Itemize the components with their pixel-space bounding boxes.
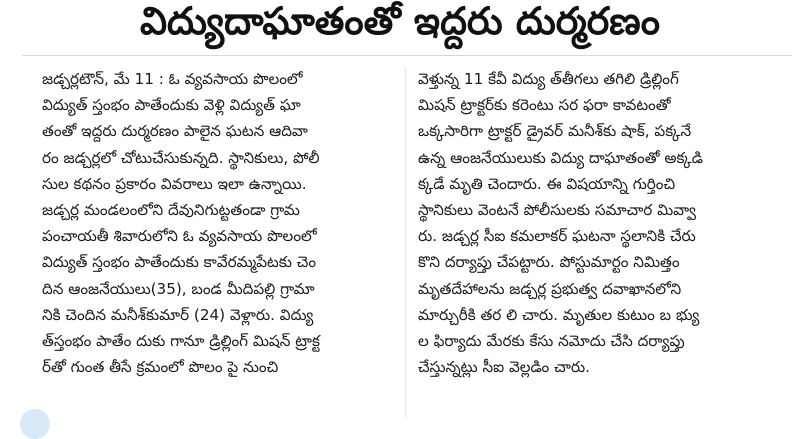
article-line: జడ్చర్ల మండలంలోని దేవునిగుట్టతండా గ్రామ	[42, 200, 300, 219]
article-line: మార్చురీకి తర లి చారు. మృతుల కుటుం బ భ్యు	[418, 305, 700, 324]
column-divider	[405, 68, 406, 418]
article-line: వెళ్తున్న 11 కేవీ విద్యు త్‌తీగలు తగిలి డ్రిల్లింగ్	[418, 70, 679, 88]
article-line: ఒక్కసారిగా ట్రాక్టర్ డ్రైవర్ మనీశ్‌కు షాక్, పక్కనే	[418, 122, 692, 141]
article-column-left	[42, 66, 392, 422]
article-column-right	[418, 66, 790, 422]
article-line: ర్‌తో గుంత తీసే క్రమంలో పొలం పై నుంచి	[42, 358, 279, 377]
article-line: చేస్తున్నట్లు సీఐ వెల్లడిం చారు.	[418, 358, 590, 377]
corner-decoration	[20, 409, 50, 439]
headline: విద్యుదాఘాతంతో ఇద్దరు దుర్మరణం	[140, 0, 660, 43]
article-line: ఉన్న ఆంజనేయులుకు విద్యు దాఘాతంతో అక్కడి	[418, 148, 703, 167]
article-line: రం జడ్చర్లలో చోటుచేసుకున్నది. స్థానికులు, పోలీ	[42, 148, 320, 167]
article-line: త్‌స్తంభం పాతేం దుకు గానూ డ్రిల్లింగ్ మిషన్ ట్రాక్ట	[42, 331, 320, 350]
article-line: తంతో ఇద్దరు దుర్మరణం పాలైన ఘటన ఆదివా	[42, 122, 308, 141]
article-line: స్థానికులు వెంటనే పోలీసులకు సమాచార మివ్వా	[418, 200, 697, 219]
article-line: పంచాయతీ శివారులోని ఓ వ్యవసాయ పొలంలో	[42, 227, 317, 246]
article-line: నికి చెందిన మనీశ్‌కుమార్ (24) వెళ్లారు. విద్యు	[42, 305, 314, 324]
article-line: ల ఫిర్యాదు మేరకు కేసు నమోదు చేసి దర్యాప్తు	[418, 331, 685, 350]
headline-rule	[22, 55, 792, 56]
article-line: జడ్చర్లటౌన్, మే 11 : ఓ వ్యవసాయ పొలంలో	[42, 70, 303, 88]
article-line: దిన ఆంజనేయులు(35), బండ మీదిపల్లి గ్రామా	[42, 279, 315, 298]
article-line: కొని దర్యాప్తు చేపట్టారు. పోస్టుమార్టం నిమిత్తం	[418, 253, 680, 272]
article-line: విద్యుత్ స్తంభం పాతేందుకు వెళ్లి విద్యుత్ ఘా	[42, 96, 301, 115]
article-line: మృతదేహాలను జడ్చర్ల ప్రభుత్వ దవాఖానలోని	[418, 279, 682, 298]
article-line: క్కడే మృతి చెందారు. ఈ విషయాన్ని గుర్తించి	[418, 174, 676, 193]
article-line: సుల కథనం ప్రకారం వివరాలు ఇలా ఉన్నాయి.	[42, 174, 307, 193]
article-line: విద్యుత్ స్తంభం పాతేందుకు కావేరమ్మపేటకు చెం	[42, 253, 317, 272]
article-line: మిషన్ ట్రాక్టర్‌కు కరెంటు సర ఫరా కావటంతో	[418, 96, 671, 115]
article-line: రు. జడ్చర్ల సీఐ కమలాకర్ ఘటనా స్థలానికి చేరు	[418, 227, 696, 246]
